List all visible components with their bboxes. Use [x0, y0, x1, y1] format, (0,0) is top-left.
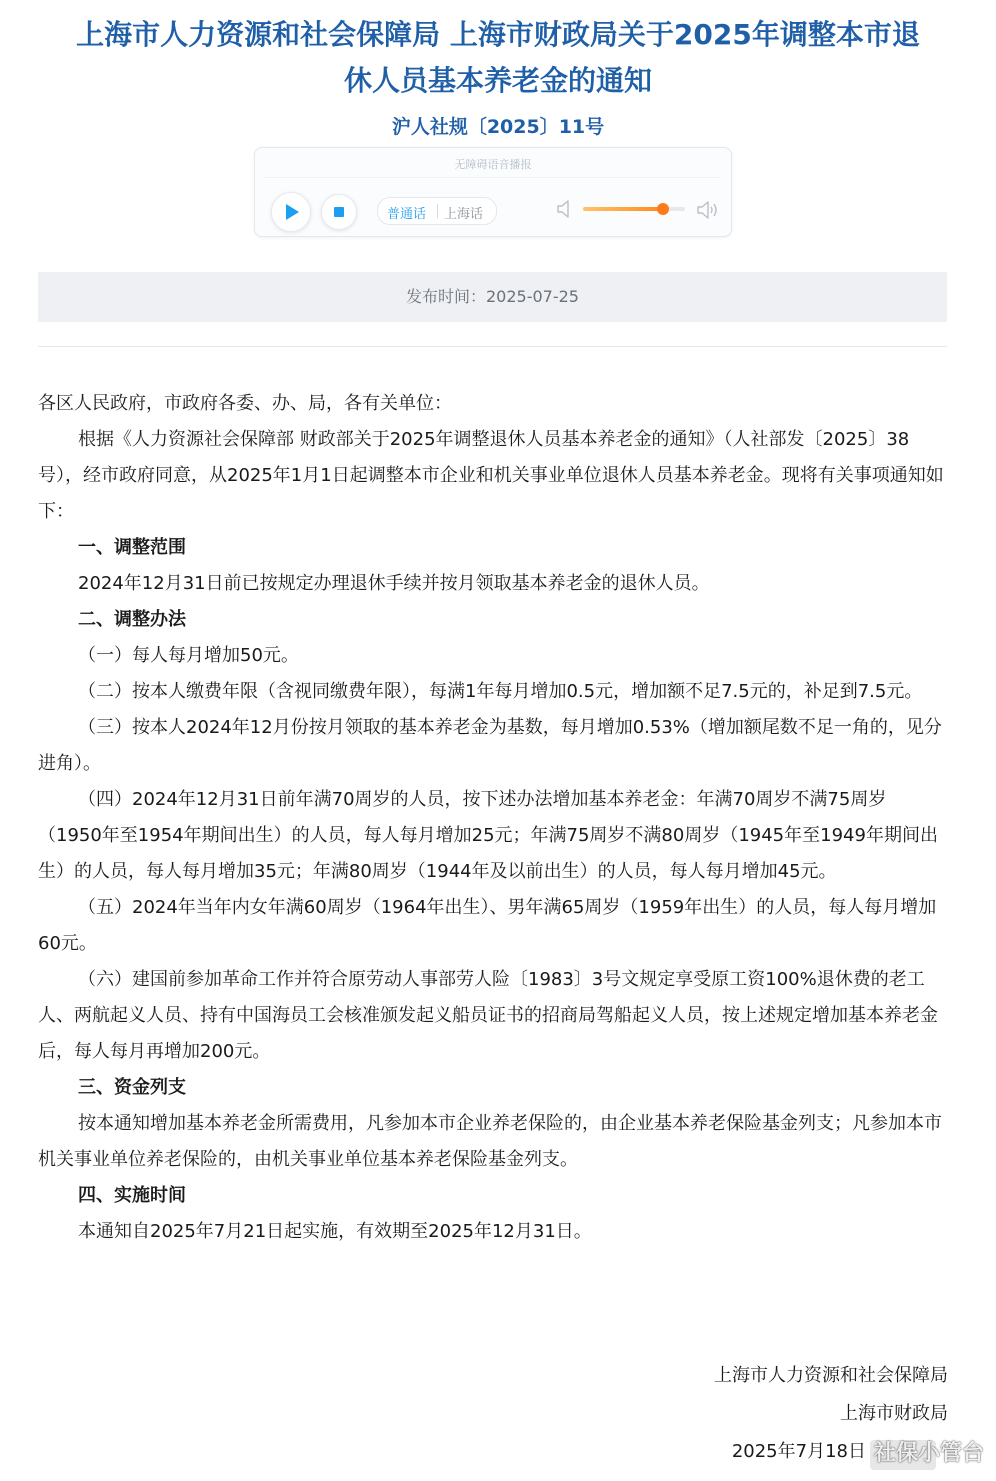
- document-body: [38, 386, 950, 1250]
- divider: [38, 346, 947, 347]
- signature-date: 2025年7月18日: [731, 1441, 866, 1462]
- publish-date-bar: 发布时间：2025-07-25: [38, 272, 947, 322]
- salutation: 各区人民政府，市政府各委、办、局，各有关单位：: [38, 393, 452, 414]
- volume-slider-fill: [583, 207, 663, 211]
- section-heading-effective-date: 四、实施时间: [78, 1185, 186, 1206]
- scope-paragraph: 2024年12月31日前已按规定办理退休手续并按月领取基本养老金的退休人员。: [78, 573, 710, 594]
- shanghainese-option[interactable]: 上海话: [444, 207, 484, 222]
- volume-slider-handle[interactable]: [657, 203, 669, 215]
- title-line-1: 上海市人力资源和社会保障局 上海市财政局关于2025年调整本市退: [76, 18, 920, 51]
- method-item: （五）2024年当年内女年满60周岁（1964年出生）、男年满65周岁（1959年出生）的人员，每人每月增加60元。: [38, 897, 937, 954]
- language-switch: [377, 197, 497, 225]
- stop-button[interactable]: [321, 194, 357, 230]
- document-title: [30, 12, 966, 104]
- method-item: （四）2024年12月31日前年满70周岁的人员，按下述办法增加基本养老金：年满70周岁不满75周岁（1950年至1954年期间出生）的人员，每人每月增加25元；年满75周岁不满80周岁（1945年至1949年期间出生）的人员，每人每月增加35元；年满80周岁（1944年及以前出生）的人员，每人每月增加45元。: [38, 789, 938, 882]
- mandarin-option[interactable]: 普通话: [387, 207, 427, 222]
- player-hint: 无障碍语音播报: [454, 158, 532, 171]
- volume-up-icon[interactable]: [697, 200, 721, 220]
- method-item: （一）每人每月增加50元。: [78, 645, 299, 666]
- method-item: （二）按本人缴费年限（含视同缴费年限），每满1年每月增加0.5元，增加额不足7.5元的，补足到7.5元。: [78, 681, 923, 702]
- audio-player: [254, 147, 732, 237]
- intro-paragraph: 根据《人力资源社会保障部 财政部关于2025年调整退休人员基本养老金的通知》（人社部发〔2025〕38号），经市政府同意，从2025年1月1日起调整本市企业和机关事业单位退休人员基本养老金。现将有关事项通知如下：: [38, 429, 944, 522]
- signature-org-finance: 上海市财政局: [840, 1403, 948, 1424]
- effective-date-paragraph: 本通知自2025年7月21日起实施，有效期至2025年12月31日。: [78, 1221, 592, 1242]
- section-heading-scope: 一、调整范围: [78, 537, 186, 558]
- player-divider: [265, 177, 721, 178]
- language-divider: [437, 204, 438, 218]
- signature-org-hr: 上海市人力资源和社会保障局: [714, 1365, 948, 1386]
- watermark: 社保小管台: [873, 1441, 984, 1466]
- method-item: （三）按本人2024年12月份按月领取的基本养老金为基数，每月增加0.53%（增加额尾数不足一角的，见分进角）。: [38, 717, 942, 774]
- method-item: （六）建国前参加革命工作并符合原劳动人事部劳人险〔1983〕3号文规定享受原工资100%退休费的老工人、两航起义人员、持有中国海员工会核准颁发起义船员证书的招商局驾船起义人员，按上述规定增加基本养老金后，每人每月再增加200元。: [38, 969, 938, 1062]
- title-line-2: 休人员基本养老金的通知: [343, 64, 652, 97]
- play-button[interactable]: [271, 192, 311, 232]
- volume-slider[interactable]: [583, 207, 685, 211]
- funding-paragraph: 按本通知增加基本养老金所需费用，凡参加本市企业养老保险的，由企业基本养老保险基金列支；凡参加本市机关事业单位养老保险的，由机关事业单位基本养老保险基金列支。: [38, 1113, 942, 1170]
- section-heading-funding: 三、资金列支: [78, 1077, 186, 1098]
- section-heading-method: 二、调整办法: [78, 609, 186, 630]
- document-number: 沪人社规〔2025〕11号: [391, 116, 605, 138]
- volume-down-icon[interactable]: [557, 200, 571, 218]
